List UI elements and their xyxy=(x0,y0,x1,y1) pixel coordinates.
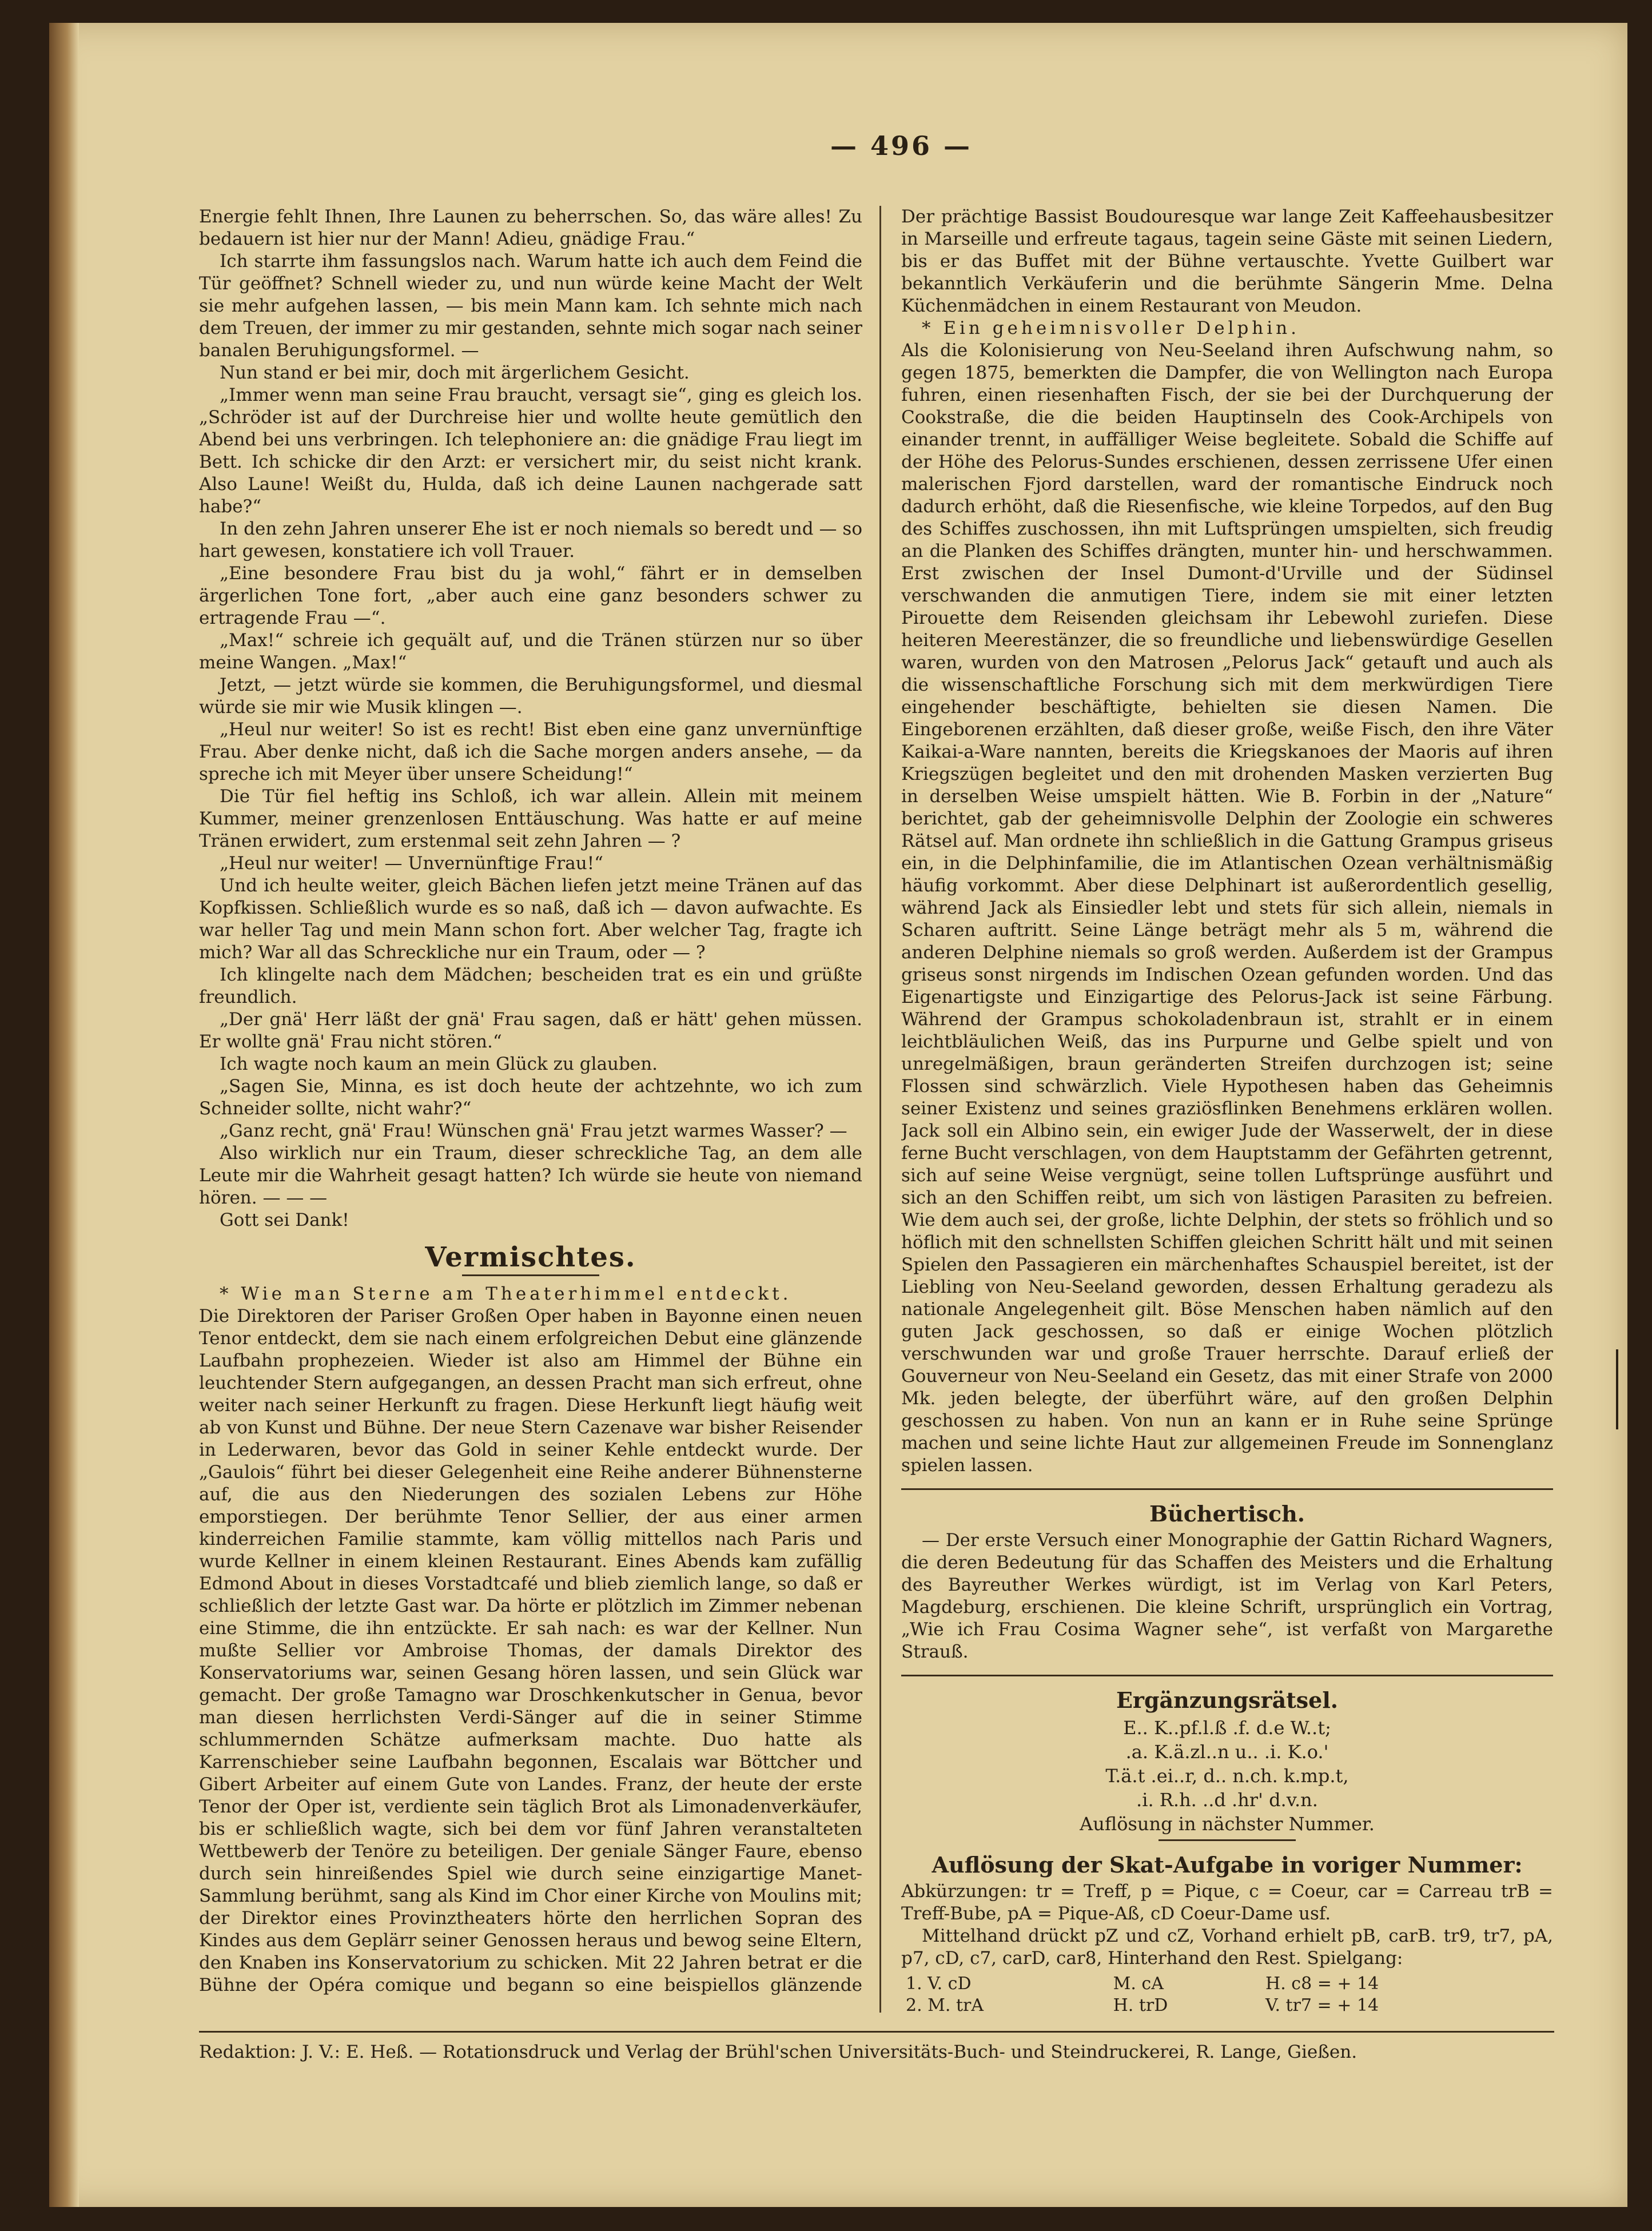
section-title-riddle: Ergänzungsrätsel. xyxy=(1116,1687,1339,1713)
story-paragraph: In den zehn Jahren unserer Ehe ist er noch niemals so beredt und — so hart gewesen, konstatiere ich voll Trauer. xyxy=(199,519,862,561)
story-paragraph: Nun stand er bei mir, doch mit ärgerlichem Gesicht. xyxy=(220,362,690,383)
skat-table xyxy=(901,1973,1553,2013)
riddle-line: T.ä.t .ei..r, d.. n.ch. k.mp.t, xyxy=(1105,1765,1349,1787)
books-paragraph: — Der erste Versuch einer Monographie der Gattin Richard Wagners, die deren Bedeutung für das Schaffen des Meisters und die Erhaltung des Bayreuther Werkes würdigt, ist im Verlag von Karl Peters, Magdeburg, erschienen. Die kleine Schrift, ursprünglich ein Vortrag, „Wie ich Frau Cosima Wagner sehe“, ist verfaßt von Margarethe Strauß. xyxy=(901,1530,1553,1662)
skat-title: Auflösung der Skat-Aufgabe in voriger Nummer: xyxy=(932,1852,1523,1878)
table-cell: 2. M. trA xyxy=(906,1995,984,2013)
left-column xyxy=(199,206,862,1995)
margin-mark xyxy=(1616,1349,1618,1429)
title-underline xyxy=(462,1274,599,1276)
misc-paragraph: Die Direktoren der Pariser Großen Oper haben in Bayonne einen neuen Tenor entdeckt, dem sie nach einem erfolgreichen Debut eine glänzende Laufbahn prophezeien. Wieder ist also am Himmel der Bühne ein leuchtender Stern aufgegangen, an dessen Pracht man sich erfreut, ohne weiter nach seiner Herkunft zu fragen. Diese Herkunft liegt häufig weit ab von Kunst und Bühne. Der neue Stern Cazenave war bisher Reisender in Lederwaren, bevor das Gold in seiner Kehle entdeckt wurde. Der „Gaulois“ führt bei dieser Gelegenheit eine Reihe anderer Bühnensterne auf, die aus den Niederungen des sozialen Lebens zur Höhe emporstiegen. Der berühmte Tenor Sellier, der aus einer armen kinderreichen Familie stammte, kam völlig mittellos nach Paris und wurde Kellner in einem kleinen Restaurant. Eines Abends kam zufällig Edmond About in dieses Vorstadtcafé und blieb ziemlich lange, so daß er schließlich der letzte Gast war. Da hörte er plötzlich im Zimmer nebenan eine Stimme, die ihn entzückte. Er sah nach: es war der Kellner. Nun mußte Sellier vor Ambroise Thomas, der damals Direktor des Konservatoriums war, seinen Gesang hören lassen, und sein Glück war gemacht. Der große Tamagno war Droschkenkutscher in Genua, bevor man diesen herrlichsten Verdi-Sänger auf die in seiner Stimme schlummernden Schätze aufmerksam machte. Duo hatte als Karrenschieber seine Laufbahn begonnen, Escalais war Böttcher und Gibert Arbeiter auf einem Gute von Landes. Franz, der heute der erste Tenor der Oper ist, verdiente sein täglich Brot als Limonadenverkäufer, bis er schließlich wagte, sich bei dem vor fünf Jahren veranstalteten Wettbewerb der Tenöre zu beteiligen. Der geniale Sänger Faure, ebenso durch sein hinreißendes Spiel wie durch seine einzigartige Manet-Sammlung berühmt, sang als Kind im Chor einer Kirche von Moulins mit; der Direktor eines Provinztheaters hörte den herrlichen Sopran des Kindes aus dem Geplärr seiner Genossen heraus und bewog seine Eltern, den Knaben ins Konservatorium zu schicken. Mit 22 Jahren betrat er die Bühne der Opéra comique und begann so eine beispiellos glänzende xyxy=(199,1306,862,1995)
section-title-misc: Vermischtes. xyxy=(425,1241,636,1273)
table-cell: H. c8 = + 14 xyxy=(1265,1974,1379,1994)
story-paragraph: Ich starrte ihm fassungslos nach. Warum hatte ich auch dem Feind die Tür geöffnet? Schnell wieder zu, und nun würde keine Macht der Welt sie mehr aufgehen lassen, — bis mein Mann kam. Ich sehnte mich nach dem Treuen, der immer zu mir gestanden, sehnte mich sogar nach seiner banalen Beruhigungsformel. — xyxy=(199,251,862,361)
story-paragraph: Und ich heulte weiter, gleich Bächen liefen jetzt meine Tränen auf das Kopfkissen. Schließlich wurde es so naß, daß ich — davon aufwachte. Es war heller Tag und mein Mann schon fort. Aber welcher Tag, fragte ich mich? War all das Schreckliche nur ein Traum, oder — ? xyxy=(199,875,862,963)
skat-intro: Mittelhand drückt pZ und cZ, Vorhand erhielt pB, carB. tr9, tr7, pA, p7, cD, c7, carD, car8, Hinterhand den Rest. Spielgang: xyxy=(901,1926,1553,1969)
table-cell: V. tr7 = + 14 xyxy=(1265,1995,1379,2013)
misc-lead: * Wie man Sterne am Theaterhimmel entdeckt. xyxy=(220,1284,792,1304)
table-cell: H. trD xyxy=(1113,1995,1168,2013)
story-paragraph: „Der gnä' Herr läßt der gnä' Frau sagen, daß er hätt' gehen müssen. Er wollte gnä' Frau nicht stören.“ xyxy=(199,1009,862,1052)
story-paragraph: „Max!“ schreie ich gequält auf, und die Tränen stürzen nur so über meine Wangen. „Max!“ xyxy=(199,630,862,673)
page-number: — 496 — xyxy=(830,130,973,161)
story-paragraph: „Immer wenn man seine Frau braucht, versagt sie“, ging es gleich los. „Schröder ist auf der Durchreise hier und wollte heute gemütlich den Abend bei uns verbringen. Ich telephoniere an: die gnädige Frau liegt im Bett. Ich schicke dir den Arzt: er versichert mir, du seist nicht krank. Also Laune! Weißt du, Hulda, daß ich deine Launen nachgerade satt habe?“ xyxy=(199,385,862,517)
story-paragraph: Energie fehlt Ihnen, Ihre Launen zu beherrschen. So, das wäre alles! Zu bedauern ist hier nur der Mann! Adieu, gnädige Frau.“ xyxy=(199,206,862,249)
story-paragraph: Ich wagte noch kaum an mein Glück zu glauben. xyxy=(220,1054,658,1074)
story-paragraph: Also wirklich nur ein Traum, dieser schreckliche Tag, an dem alle Leute mir die Wahrheit gesagt hatten? Ich würde sie heute von niemand hören. — — — xyxy=(199,1143,862,1208)
section-rule xyxy=(901,1488,1553,1490)
table-row xyxy=(901,1995,1553,2013)
riddle-block xyxy=(901,1716,1553,1836)
section-title-books: Büchertisch. xyxy=(1149,1501,1305,1527)
skat-abbreviations: Abkürzungen: tr = Treff, p = Pique, c = Coeur, car = Carreau trB = Treff-Bube, pA = Pique-Aß, cD Coeur-Dame usf. xyxy=(901,1881,1553,1924)
title-underline xyxy=(1159,1839,1296,1841)
right-column xyxy=(901,206,1553,2013)
dolphin-lead: * Ein geheimnisvoller Delphin. xyxy=(922,318,1300,338)
misc-paragraph-continued: Der prächtige Bassist Boudouresque war lange Zeit Kaffeehausbesitzer in Marseille und erfreute tagaus, tagein seine Gäste mit seinen Liedern, bis er das Buffet mit der Bühne vertauschte. Yvette Guilbert war bekanntlich Verkäuferin und die berühmte Sängerin Mme. Delna Küchenmädchen in einem Restaurant von Meudon. xyxy=(901,206,1553,316)
story-paragraph: Gott sei Dank! xyxy=(220,1210,349,1230)
dolphin-paragraph: Als die Kolonisierung von Neu-Seeland ihren Aufschwung nahm, so gegen 1875, bemerkten die Dampfer, die von Wellington nach Europa fuhren, einen riesenhaften Fisch, der sie bei der Durchquerung der Cookstraße, die die beiden Hauptinseln des Cook-Archipels von einander trennt, in auffälliger Weise begleitete. Sobald die Schiffe auf der Höhe des Pelorus-Sundes erschienen, dessen zerrissene Ufer einen malerischen Fjord darstellen, ward der romantische Eindruck noch dadurch erhöht, daß die Riesenfische, wie kleine Torpedos, auf den Bug des Schiffes zuschossen, ihn mit Luftsprüngen umspielten, sich freudig an die Planken des Schiffes drängten, munter hin- und herschwammen. Erst zwischen der Insel Dumont-d'Urville und der Südinsel verschwanden die anmutigen Tiere, indem sie mit einer letzten Pirouette dem Reisenden gleichsam ihr Lebewohl zuriefen. Diese heiteren Meerestänzer, die so freundliche und liebenswürdige Gesellen waren, wurden von den Matrosen „Pelorus Jack“ getauft und auch als die wissenschaftliche Forschung sich mit dem merkwürdigen Tiere eingehender beschäftigte, behielten sie diesen Namen. Die Eingeborenen erzählten, daß dieser große, weiße Fisch, den ihre Väter Kaikai-a-Ware nannten, bereits die Kriegskanoes der Maoris auf ihren Kriegszügen begleitet und den mit drohenden Masken verzierten Bug in derselben Weise umspielt hätten. Wie B. Forbin in der „Nature“ berichtet, gab der geheimnisvolle Delphin der Zoologie ein schweres Rätsel auf. Man ordnete ihn schließlich in die Gattung Grampus griseus ein, in die Delphinfamilie, die im Atlantischen Ozean verhältnismäßig häufig vorkommt. Aber diese Delphinart ist außerordentlich gesellig, während Jack als Einsiedler lebt und stets für sich allein, niemals in Scharen auftritt. Seine Länge beträgt mehr als 5 m, während die anderen Delphine niemals so groß werden. Außerdem ist der Grampus griseus sonst nirgends im Indischen Ozean gefunden worden. Und das Eigenartigste und Einzigartige des Pelorus-Jack ist seine Färbung. Während der Grampus schokoladenbraun ist, strahlt er in einem leichtbläulichen Weiß, das ins Purpurne und Gelbe spielt und von unregelmäßigen, braun geränderten Streifen durchzogen ist; seine Flossen sind schwärzlich. Viele Hypothesen haben das Geheimnis seiner Existenz und seines graziösflinken Benehmens erklären wollen. Jack soll ein Albino sein, ein ewiger Jude der Wasserwelt, der in diese ferne Bucht verschlagen, von dem Hauptstamm der Gefährten getrennt, sich auf seine Weise vergnügt, seine tollen Luftsprünge ausführt und sich an den Schiffen reibt, um sich von lästigen Parasiten zu befreien. Wie dem auch sei, der große, lichte Delphin, der stets so fröhlich und so höflich mit den schnellsten Schiffen gleichen Schritt hält und mit seinen Spielen den Passagieren ein märchenhaftes Schauspiel bereitet, ist der Liebling von Neu-Seeland geworden, dessen Erhaltung geradezu als nationale Angelegenheit gilt. Böse Menschen haben nämlich auf den guten Jack geschossen, so daß er einige Wochen plötzlich verschwunden war und große Trauer herrschte. Darauf erließ der Gouverneur von Neu-Seeland ein Gesetz, das mit einer Strafe von 2000 Mk. jeden belegte, der überführt wäre, auf den großen Delphin geschossen zu haben. Von nun an kann er in Ruhe seine Sprünge machen und seine lichte Haut zur allgemeinen Freude im Sonnenglanz spielen lassen. xyxy=(901,340,1553,1476)
column-divider xyxy=(879,206,881,2013)
riddle-line: .i. R.h. ..d .hr' d.v.n. xyxy=(1136,1789,1318,1811)
section-rule xyxy=(901,1675,1553,1676)
table-cell: 1. V. cD xyxy=(906,1974,972,1994)
story-paragraph: Jetzt, — jetzt würde sie kommen, die Beruhigungsformel, und diesmal würde sie mir wie Musik klingen —. xyxy=(199,675,862,718)
story-paragraph: „Eine besondere Frau bist du ja wohl,“ fährt er in demselben ärgerlichen Tone fort, „aber auch eine ganz besonders schwer zu ertragende Frau —“. xyxy=(199,563,862,628)
story-paragraph: „Heul nur weiter! — Unvernünftige Frau!“ xyxy=(220,853,603,874)
story-paragraph: „Heul nur weiter! So ist es recht! Bist eben eine ganz unvernünftige Frau. Aber denke nicht, daß ich die Sache morgen anders ansehe, — da spreche ich mit Meyer über unsere Scheidung!“ xyxy=(199,719,862,784)
book-binding xyxy=(49,23,79,2207)
story-paragraph: „Sagen Sie, Minna, es ist doch heute der achtzehnte, wo ich zum Schneider sollte, nicht wahr?“ xyxy=(199,1076,862,1119)
riddle-note: Auflösung in nächster Nummer. xyxy=(1080,1813,1375,1835)
table-cell: M. cA xyxy=(1113,1974,1164,1994)
imprint-footer: Redaktion: J. V.: E. Heß. — Rotationsdruck und Verlag der Brühl'schen Universitäts-Buch- und Steindruckerei, R. Lange, Gießen. xyxy=(199,2031,1554,2063)
table-row xyxy=(901,1973,1553,1995)
story-paragraph: Die Tür fiel heftig ins Schloß, ich war allein. Allein mit meinem Kummer, meiner grenzenlosen Enttäuschung. Was hatte er auf meine Tränen erwidert, zum erstenmal seit zehn Jahren — ? xyxy=(199,786,862,851)
newspaper-page xyxy=(49,23,1627,2207)
story-paragraph: Ich klingelte nach dem Mädchen; bescheiden trat es ein und grüßte freundlich. xyxy=(199,965,862,1007)
riddle-line: .a. K.ä.zl..n u.. .i. K.o.' xyxy=(1125,1741,1329,1763)
riddle-line: E.. K..pf.l.ß .f. d.e W..t; xyxy=(1123,1717,1331,1739)
story-paragraph: „Ganz recht, gnä' Frau! Wünschen gnä' Frau jetzt warmes Wasser? — xyxy=(220,1121,847,1141)
